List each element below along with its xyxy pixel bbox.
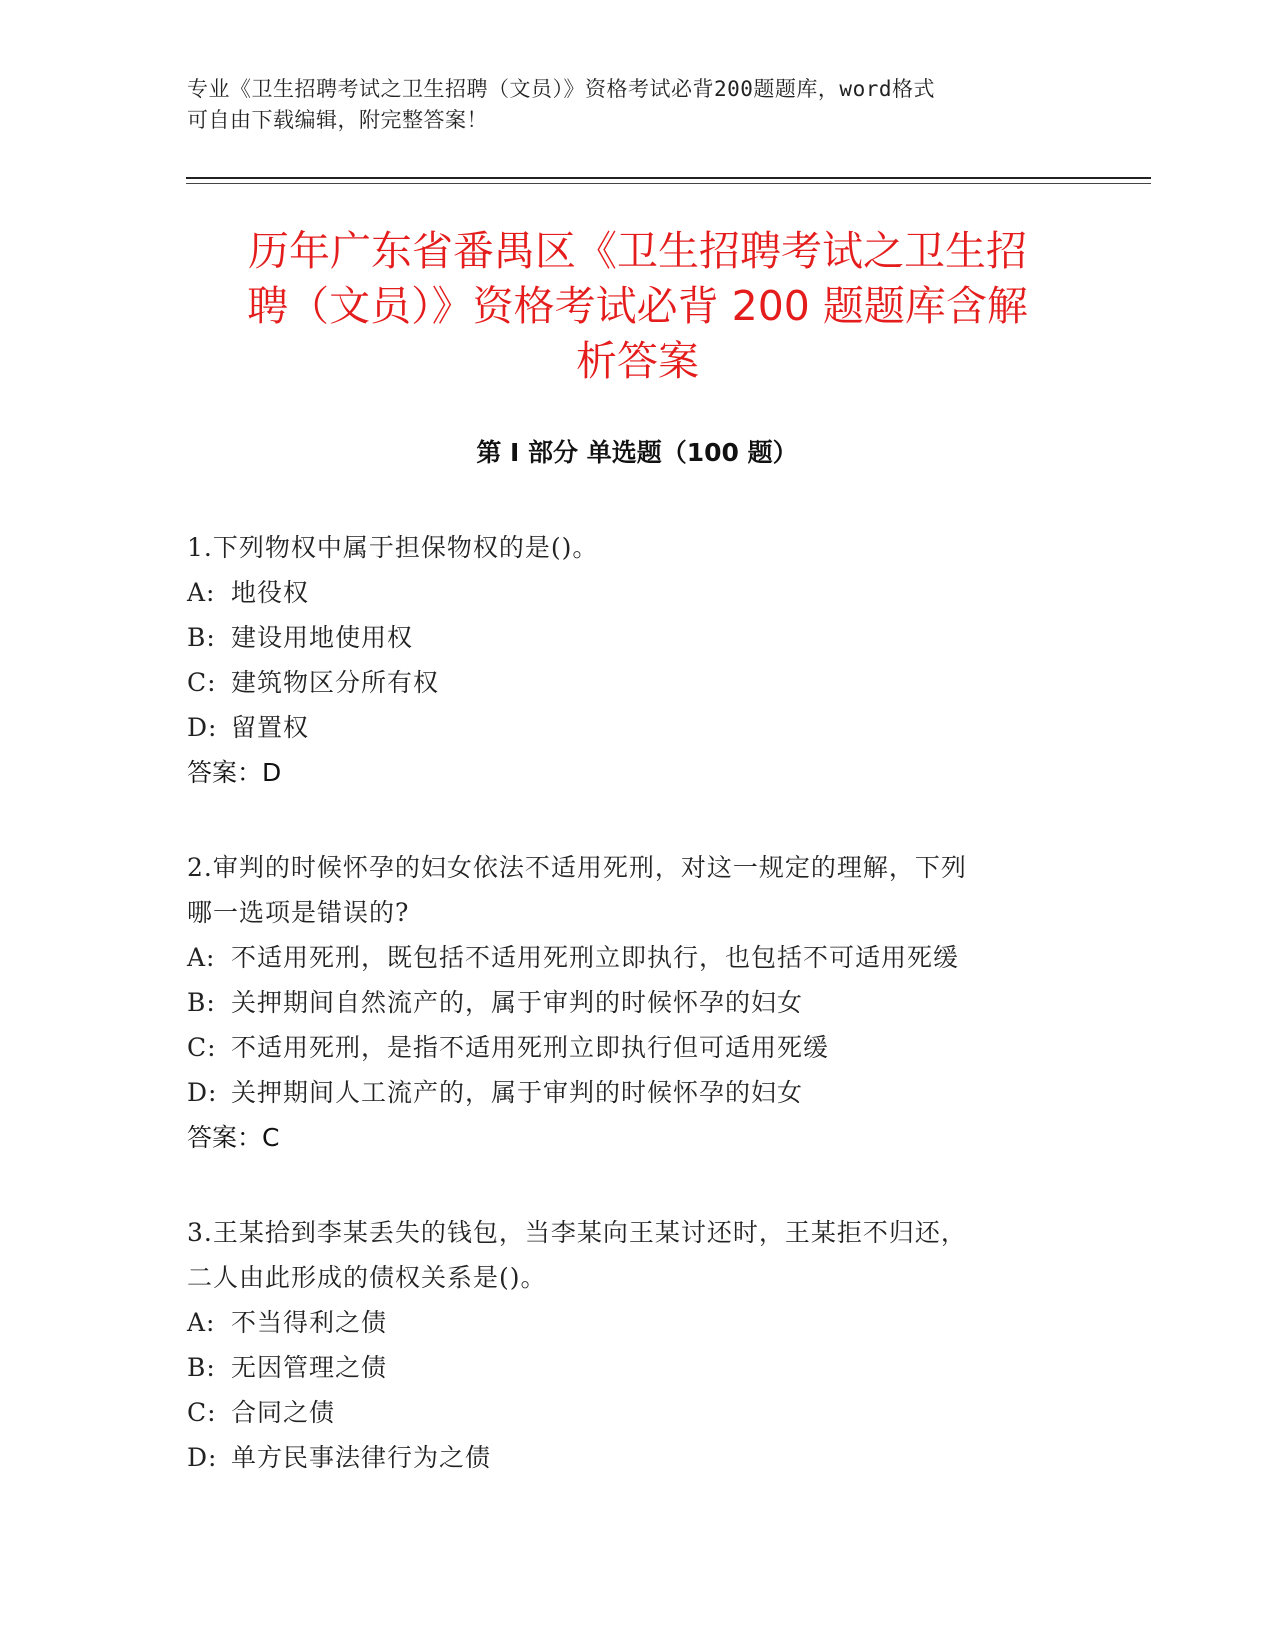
option-a	[187, 570, 1087, 615]
document-title-line-1: 历年广东省番禺区《卫生招聘考试之卫生招	[248, 227, 1027, 275]
option-text: 不当得利之债	[231, 1308, 388, 1337]
header-note	[187, 74, 1087, 136]
answer: 答案：C	[187, 1123, 280, 1152]
question-3	[187, 1210, 1087, 1480]
question-1	[187, 525, 1087, 795]
header-rule-thin	[186, 183, 1151, 184]
option-letter: A:	[187, 1308, 216, 1337]
option-text: 不适用死刑，既包括不适用死刑立即执行，也包括不可适用死缓	[231, 943, 960, 972]
option-b	[187, 615, 1087, 660]
option-text: 关押期间人工流产的，属于审判的时候怀孕的妇女	[231, 1078, 804, 1107]
option-letter: C:	[187, 1033, 217, 1062]
option-text: 建筑物区分所有权	[231, 668, 440, 697]
document-title	[190, 224, 1085, 389]
question-stem-line-2: 二人由此形成的债权关系是()。	[187, 1263, 547, 1292]
header-note-line-2: 可自由下载编辑，附完整答案！	[187, 108, 488, 132]
option-letter: C:	[187, 1398, 217, 1427]
option-a	[187, 1300, 1087, 1345]
option-d	[187, 1070, 1087, 1115]
question-stem-line-2: 哪一选项是错误的?	[187, 898, 410, 927]
option-letter: B:	[187, 988, 216, 1017]
option-c	[187, 660, 1087, 705]
question-list	[187, 525, 1087, 1530]
option-b	[187, 1345, 1087, 1390]
header-rule-thick	[186, 177, 1151, 179]
option-d	[187, 705, 1087, 750]
option-text: 无因管理之债	[231, 1353, 388, 1382]
option-letter: B:	[187, 1353, 216, 1382]
question-2	[187, 845, 1087, 1160]
option-text: 留置权	[231, 713, 310, 742]
option-c	[187, 1025, 1087, 1070]
option-letter: A:	[187, 943, 216, 972]
option-letter: D:	[187, 1078, 218, 1107]
document-title-line-2: 聘（文员）》资格考试必背 200 题题库含解	[247, 282, 1028, 330]
option-d	[187, 1435, 1087, 1480]
document-title-line-3: 析答案	[576, 337, 699, 385]
option-letter: D:	[187, 713, 218, 742]
header-note-line-1: 专业《卫生招聘考试之卫生招聘（文员）》资格考试必背200题题库，word格式	[187, 77, 935, 101]
option-text: 关押期间自然流产的，属于审判的时候怀孕的妇女	[231, 988, 804, 1017]
option-text: 建设用地使用权	[231, 623, 414, 652]
section-heading: 第 I 部分 单选题（100 题）	[476, 438, 798, 467]
option-c	[187, 1390, 1087, 1435]
option-text: 地役权	[231, 578, 310, 607]
question-stem-line-1: 2.审判的时候怀孕的妇女依法不适用死刑，对这一规定的理解，下列	[187, 853, 967, 882]
option-letter: A:	[187, 578, 216, 607]
question-stem: 1.下列物权中属于担保物权的是()。	[187, 533, 599, 562]
option-letter: B:	[187, 623, 216, 652]
option-b	[187, 980, 1087, 1025]
option-text: 单方民事法律行为之债	[231, 1443, 492, 1472]
option-letter: D:	[187, 1443, 218, 1472]
option-letter: C:	[187, 668, 217, 697]
question-stem-line-1: 3.王某拾到李某丢失的钱包，当李某向王某讨还时，王某拒不归还，	[187, 1218, 967, 1247]
option-text: 不适用死刑，是指不适用死刑立即执行但可适用死缓	[231, 1033, 830, 1062]
answer: 答案：D	[187, 758, 282, 787]
option-a	[187, 935, 1087, 980]
option-text: 合同之债	[231, 1398, 336, 1427]
